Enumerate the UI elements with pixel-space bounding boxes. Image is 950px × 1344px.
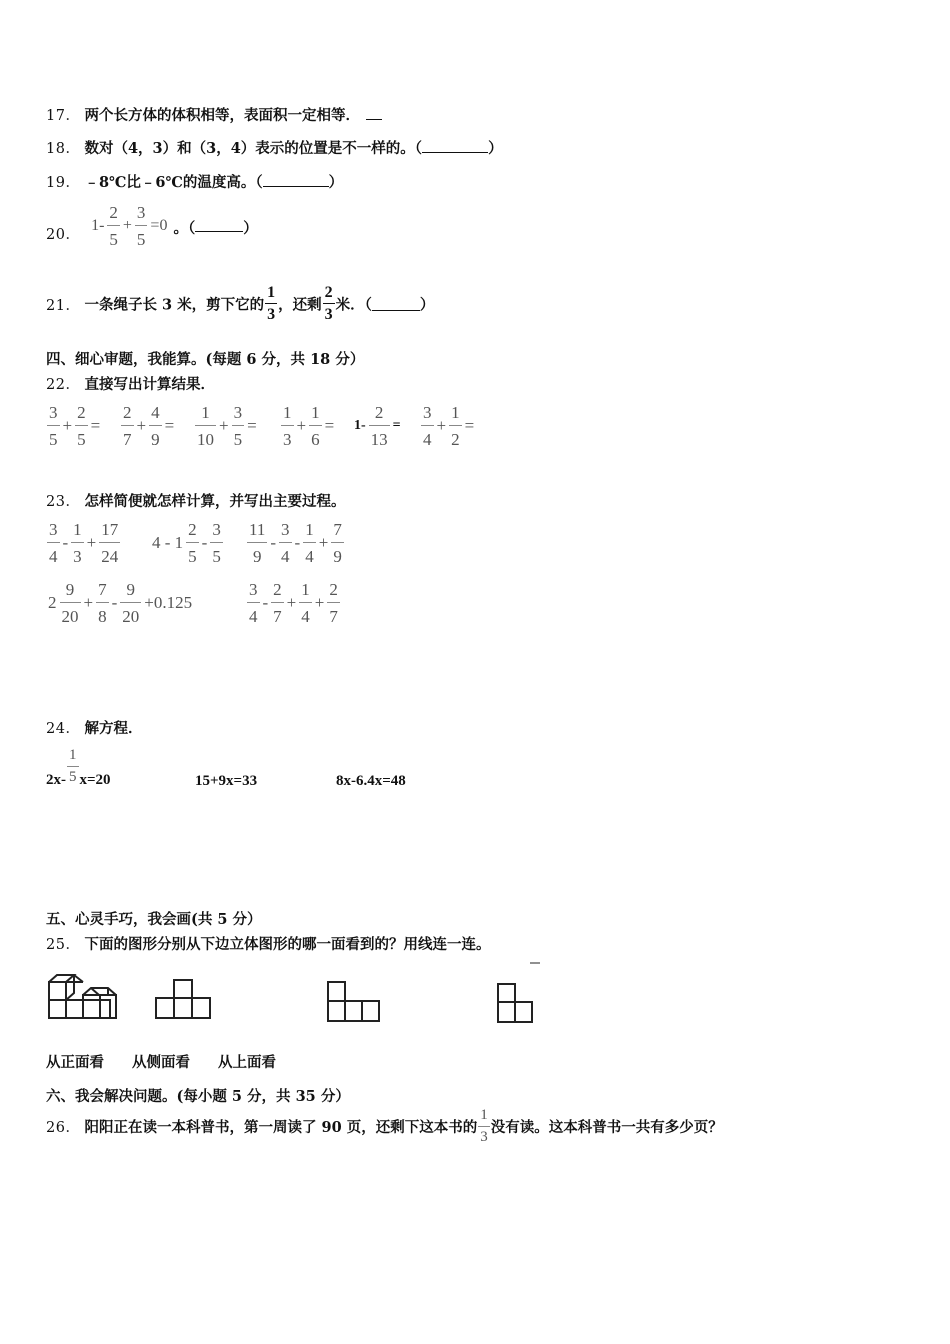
question-17 <box>46 104 382 125</box>
question-number: 18． <box>46 141 81 157</box>
fraction: $\frac{11}{9}$ <box>249 520 266 566</box>
cube-views-figure <box>0 960 560 1035</box>
q22-expression: $\frac{2}{7}$ + $\frac{4}{9}$ = <box>123 403 175 449</box>
fraction: $\frac{2}{5}$ <box>109 203 118 249</box>
equation-1: 2x- $\frac{1}{5}$ x=20 <box>46 747 111 788</box>
fraction: $\frac{1}{2}$ <box>451 403 460 449</box>
view-shape-2 <box>328 982 379 1021</box>
question-number: 25． <box>46 937 81 953</box>
fraction: $\frac{3}{5}$ <box>136 203 146 249</box>
fraction: $\frac{4}{9}$ <box>151 403 160 449</box>
close-paren: ） <box>328 174 344 191</box>
fraction: $\frac{3}{4}$ <box>281 520 290 566</box>
question-25: 25． 下面的图形分别从下边立体图形的哪一面看到的？用线连一连。 <box>46 936 491 953</box>
fraction: $\frac{7}{8}$ <box>98 580 107 626</box>
fraction: $\frac{1}{10}$ <box>197 403 214 449</box>
question-number: 22． <box>46 377 81 393</box>
question-26: 26． 阳阳正在读一本科普书，第一周读了 90 页，还剩下这本书的 $\frac{1}{3}$ 没有读。这本科普书一共有多少页？ <box>46 1107 723 1145</box>
answer-blank[interactable] <box>422 140 488 153</box>
fraction: $\frac{3}{5}$ <box>49 403 58 449</box>
fraction: $\frac{3}{4}$ <box>249 580 258 626</box>
q23-expression-2: 4 - 1 $\frac{2}{5}$ - $\frac{3}{5}$ <box>152 520 221 566</box>
q23-expression-5: $\frac{3}{4}$ - $\frac{2}{7}$ + $\frac{1}{4}$ + $\frac{2}{7}$ <box>249 580 338 626</box>
fraction: $\frac{3}{5}$ <box>212 520 221 566</box>
q22-expression: $\frac{3}{5}$ + $\frac{2}{5}$ = <box>49 403 101 449</box>
fraction: $\frac{3}{4}$ <box>423 403 432 449</box>
question-22: 22． 直接写出计算结果． <box>46 376 215 393</box>
fraction: $\frac{2}{7}$ <box>273 580 282 626</box>
q22-expression: $\frac{1}{10}$ + $\frac{3}{5}$ = <box>197 403 257 449</box>
question-number: 24． <box>46 721 81 737</box>
section-6-title: 六、我会解决问题。(每小题 5 分，共 35 分） <box>46 1088 350 1105</box>
fraction: $\frac{1}{3}$ <box>283 403 292 449</box>
question-number: 21． <box>46 297 81 314</box>
fraction: $\frac{1}{6}$ <box>311 403 320 449</box>
question-text: ﹣8℃比﹣6℃的温度高。（ <box>84 174 263 191</box>
question-number: 20． <box>46 227 81 244</box>
solid-cube-figure <box>49 975 116 1018</box>
fraction: $\frac{1}{4}$ <box>305 520 314 566</box>
expression: 1- $\frac{2}{5}$ + $\frac{3}{5}$ =0 <box>91 203 168 249</box>
view-shape-3 <box>498 963 540 1022</box>
fraction: $\frac{1}{3}$ <box>267 284 276 323</box>
section-4-title: 四、细心审题，我能算。(每题 6 分，共 18 分） <box>46 351 365 368</box>
question-number: 23． <box>46 494 81 510</box>
fraction: $\frac{17}{24}$ <box>101 520 119 566</box>
fraction: $\frac{2}{7}$ <box>329 580 338 626</box>
question-23: 23． 怎样简便就怎样计算，并写出主要过程。 <box>46 493 346 510</box>
answer-blank[interactable] <box>195 219 243 232</box>
question-number: 26． <box>46 1120 81 1136</box>
question-18 <box>46 137 503 158</box>
fraction: $\frac{2}{5}$ <box>77 403 86 449</box>
fraction: $\frac{9}{20}$ <box>61 580 79 626</box>
answer-blank[interactable] <box>263 174 329 187</box>
view-shape-1 <box>156 980 210 1018</box>
close-paren: ） <box>488 140 503 157</box>
q22-expression: $\frac{3}{4}$ + $\frac{1}{2}$ = <box>423 403 475 449</box>
fraction: $\frac{2}{13}$ <box>370 403 388 449</box>
label-top-view: 从上面看 <box>218 1054 276 1071</box>
question-text: 两个长方体的体积相等，表面积一定相等． <box>84 107 360 124</box>
fraction: $\frac{1}{3}$ <box>73 520 82 566</box>
q23-expression-1: $\frac{3}{4}$ - $\frac{1}{3}$ + $\frac{17}{24}$ <box>49 520 119 566</box>
q23-expression-3: $\frac{11}{9}$ - $\frac{3}{4}$ - $\frac{1}{4}$ + $\frac{7}{9}$ <box>249 520 342 566</box>
question-number: 17． <box>46 108 81 124</box>
answer-blank[interactable] <box>372 298 420 311</box>
equation-2: 15+9x=33 <box>195 773 258 789</box>
question-24: 24． 解方程． <box>46 720 143 737</box>
fraction: $\frac{2}{3}$ <box>324 284 333 323</box>
question-19 <box>46 171 343 192</box>
question-20: 20． 1- $\frac{2}{5}$ + $\frac{3}{5}$ =0 。（ ） <box>46 203 258 249</box>
section-5-title: 五、心灵手巧，我会画(共 5 分） <box>46 911 262 928</box>
fraction: $\frac{1}{5}$ <box>69 747 77 785</box>
q22-expression: 1- $\frac{2}{13}$ = <box>354 403 401 449</box>
fraction: $\frac{3}{4}$ <box>49 520 58 566</box>
fraction: $\frac{1}{4}$ <box>301 580 310 626</box>
equation-3: 8x-6.4x=48 <box>336 773 406 789</box>
view-labels <box>46 1051 276 1072</box>
fraction: $\frac{2}{7}$ <box>123 403 132 449</box>
label-side-view: 从侧面看 <box>132 1054 190 1071</box>
question-text: 数对（4，3）和（3，4）表示的位置是不一样的。（ <box>84 140 423 157</box>
label-front-view: 从正面看 <box>46 1054 104 1071</box>
fraction: $\frac{9}{20}$ <box>122 580 140 626</box>
answer-blank[interactable] <box>366 107 382 120</box>
q22-expression: $\frac{1}{3}$ + $\frac{1}{6}$ = <box>283 403 335 449</box>
question-number: 19． <box>46 175 81 191</box>
fraction: $\frac{7}{9}$ <box>333 520 342 566</box>
fraction: $\frac{3}{5}$ <box>233 403 243 449</box>
fraction: $\frac{1}{3}$ <box>480 1107 488 1145</box>
q23-expression-4: 2 $\frac{9}{20}$ + $\frac{7}{8}$ - $\frac{9}{20}$ +0.125 <box>48 580 193 626</box>
fraction: $\frac{2}{5}$ <box>188 520 197 566</box>
question-21: 21． 一条绳子长 3 米，剪下它的 $\frac{1}{3}$ ，还剩 $\frac{2}{3}$ 米．（ ） <box>46 284 435 323</box>
